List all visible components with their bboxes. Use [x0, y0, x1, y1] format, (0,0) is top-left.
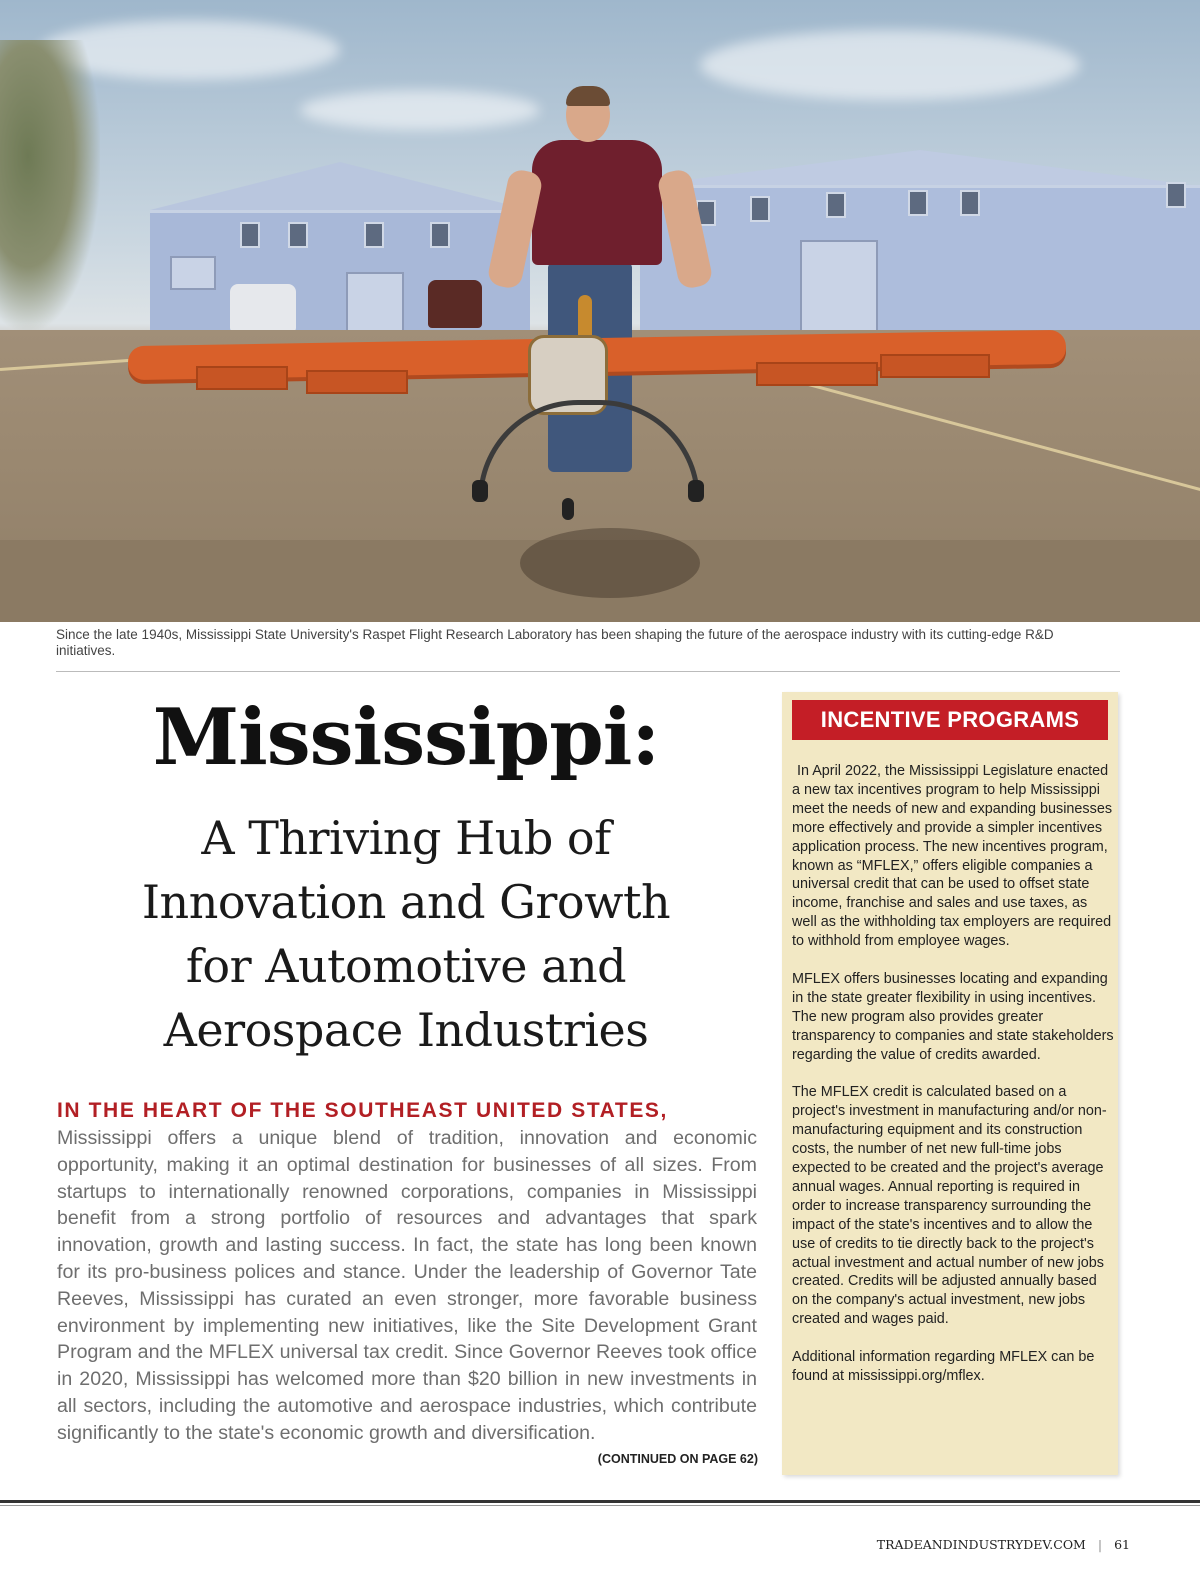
hero-photo: [0, 0, 1200, 622]
continued-note: (CONTINUED ON PAGE 62): [597, 1452, 758, 1466]
sidebar-paragraph: MFLEX offers businesses locating and expanding in the state greater flexibility in using incentives. The new program also provides greater transparency to companies and state stakeholders regarding the value of credits awarded.: [792, 970, 1114, 1063]
sidebar-paragraph: In April 2022, the Mississippi Legislature enacted a new tax incentives program to help Mississippi meet the needs of new and expanding businesses more effectively and provide a simpler incentives application process. The new incentives program, known as “MFLEX,” offers eligible companies a universal credit that can be used to offset state income, franchise and sales and use taxes, as well as the withholding tax employers are required to withhold from employee wages.: [792, 763, 1113, 950]
footer-separator: |: [1097, 1537, 1103, 1552]
sidebar-paragraph: Additional information regarding MFLEX can be found at mississippi.org/mflex.: [792, 1349, 1095, 1384]
sidebar-paragraph: The MFLEX credit is calculated based on a project's investment in manufacturing and/or non-manufacturing equipment and its construction costs, the number of net new full-time jobs expected to be created and the project's average annual wages. Annual reporting is required in order to increase transparency surrounding the impact of the state's incentives and to allow the use of credits to tie directly back to the project's actual investment and actual number of new jobs created. Credits will be adjusted annually based on the company's actual investment, new jobs created and wages paid.: [792, 1084, 1107, 1328]
incentive-sidebar: [782, 692, 1118, 1475]
caption-divider: [56, 671, 1120, 672]
lead-in: IN THE HEART OF THE SOUTHEAST UNITED STATES,: [57, 1099, 668, 1122]
page-footer: [877, 1537, 1130, 1552]
subtitle-line: A Thriving Hub of: [201, 811, 611, 865]
footer-divider: [0, 1500, 1200, 1503]
page-number: 61: [1114, 1537, 1130, 1552]
article-title: Mississippi:: [152, 692, 660, 783]
subtitle-line: Aerospace Industries: [163, 1003, 649, 1057]
article-body: Mississippi offers a unique blend of tradition, innovation and economic opportunity, making it an optimal destination for businesses of all sizes. From startups to internationally renowned corporations, companies in Mississippi benefit from a strong portfolio of resources and advantages that spark innovation, growth and lasting success. In fact, the state has long been known for its pro-business polices and stance. Under the leadership of Governor Tate Reeves, Mississippi has curated an even stronger, more favorable business environment by implementing new initiatives, like the Site Development Grant Program and the MFLEX universal tax credit. Since Governor Reeves took office in 2020, Mississippi has welcomed more than $20 billion in new investments in all sectors, including the automotive and aerospace industries, which contribute significantly to the state's economic growth and diversification.: [57, 1127, 757, 1444]
footer-divider-thin: [0, 1505, 1200, 1506]
subtitle-line: for Automotive and: [185, 939, 627, 993]
article-subtitle: [56, 806, 756, 1062]
tree-shape: [0, 40, 100, 330]
footer-site: TRADEANDINDUSTRYDEV.COM: [876, 1537, 1086, 1552]
subtitle-line: Innovation and Growth: [141, 875, 671, 929]
sidebar-heading: INCENTIVE PROGRAMS: [792, 700, 1108, 740]
sidebar-body: [792, 762, 1114, 1405]
photo-caption: Since the late 1940s, Mississippi State University's Raspet Flight Research Laboratory has been shaping the future of the aerospace industry with its cutting-edge R&D initiatives.: [56, 627, 1054, 658]
person-shape: [532, 140, 662, 265]
